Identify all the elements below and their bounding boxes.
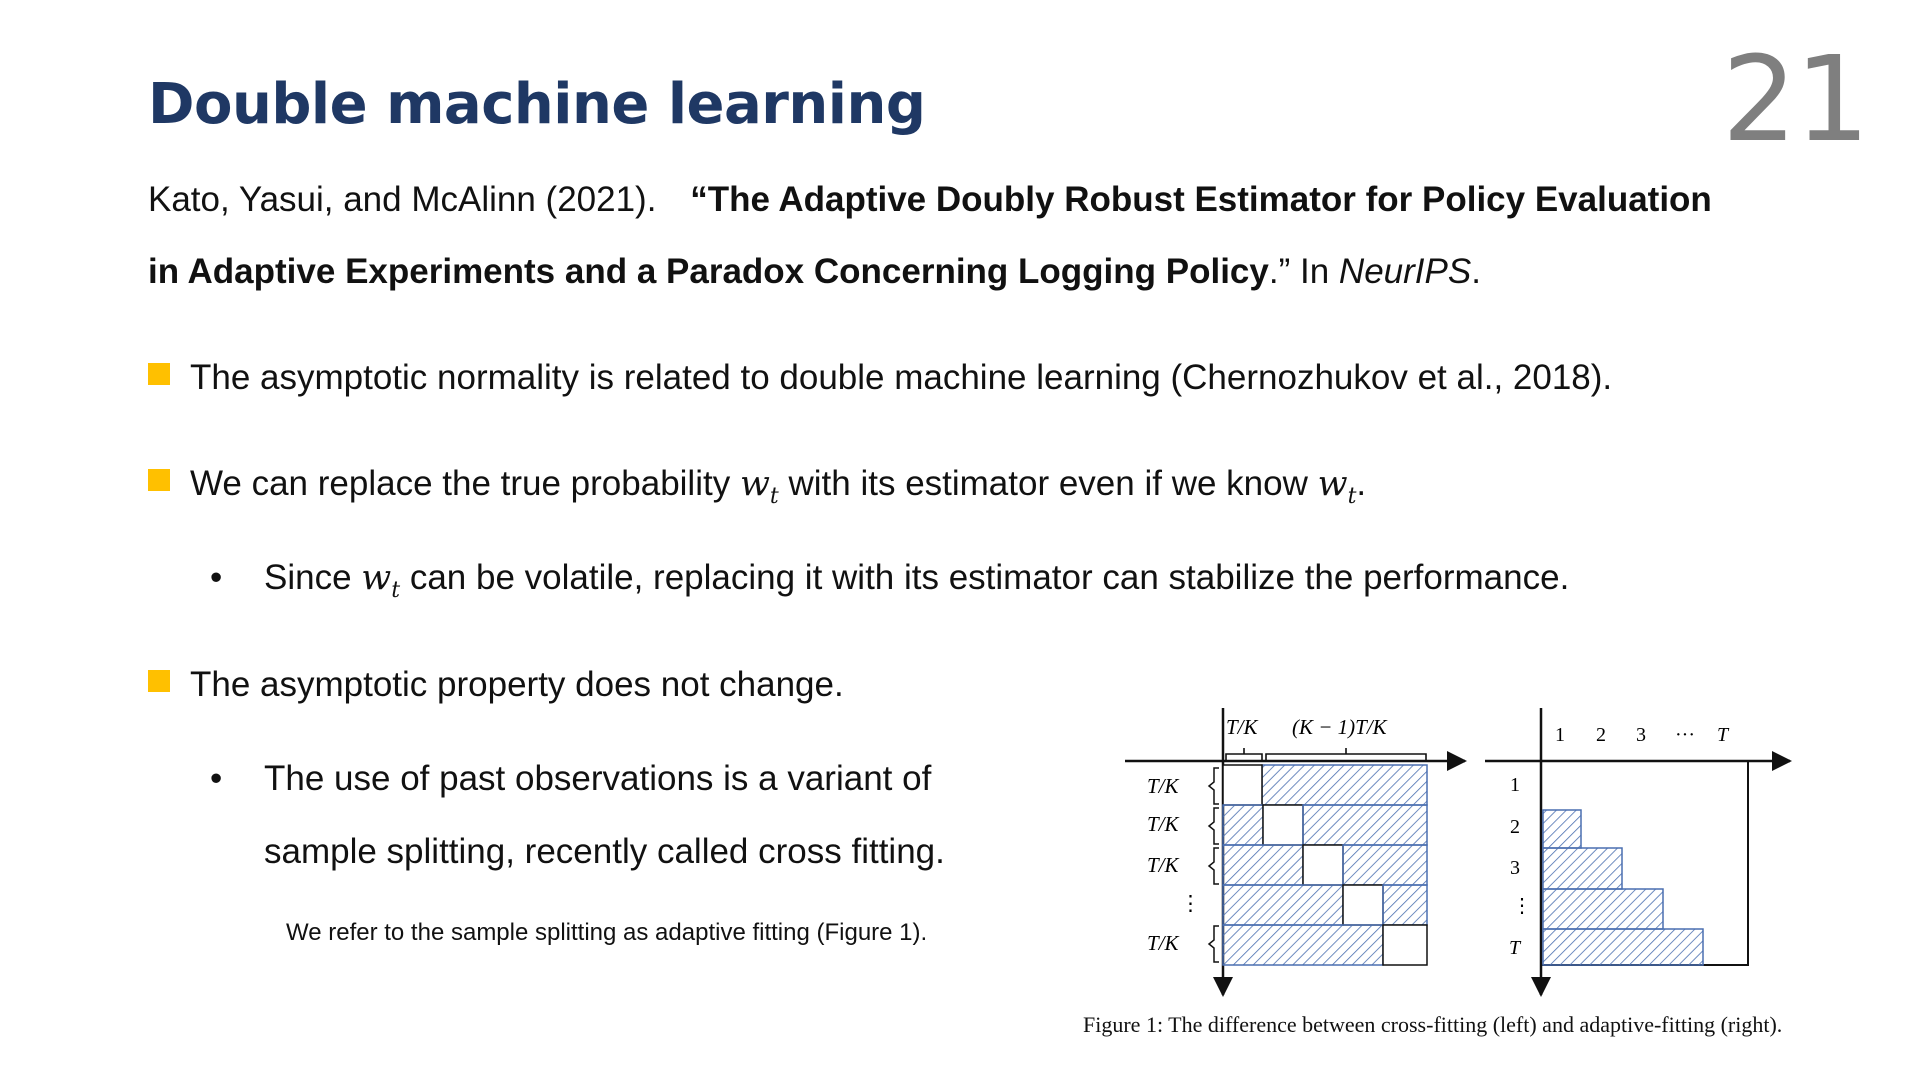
row-label: T/K xyxy=(1147,812,1179,836)
adaptive-fitting-diagram xyxy=(1485,708,1790,995)
reference-in: In xyxy=(1299,252,1330,291)
math-w-t: $w_t$ xyxy=(739,464,779,509)
figure-cross-vs-adaptive-fitting xyxy=(1100,700,1880,1040)
row-label: T/K xyxy=(1147,774,1179,798)
col-label: ··· xyxy=(1675,724,1695,746)
col-label: 3 xyxy=(1636,724,1646,746)
bullet-square-icon xyxy=(148,670,170,692)
bullet-text-end: . xyxy=(1356,464,1367,503)
col-label: T xyxy=(1717,724,1729,746)
math-w-t: $w_t$ xyxy=(1317,464,1357,509)
row-label: T/K xyxy=(1147,931,1179,955)
bullet-text: The asymptotic property does not change. xyxy=(190,665,844,704)
reference-authors: Kato, Yasui, and McAlinn (2021). xyxy=(148,180,657,219)
row-label: 1 xyxy=(1510,774,1520,796)
top-label-k-minus-1: (K − 1)T/K xyxy=(1292,715,1387,739)
row-label: T/K xyxy=(1147,853,1179,877)
bullet-text-part1: We can replace the true probability xyxy=(190,464,731,503)
reference-line-2 xyxy=(148,254,1481,289)
sub-bullet-dot-icon: • xyxy=(210,558,223,597)
cross-fitting-diagram xyxy=(1125,708,1465,995)
sub-bullet-text-part2: can be volatile, replacing it with its estimator can stabilize the performance. xyxy=(409,558,1570,597)
bullet-text-part2: with its estimator even if we know xyxy=(788,464,1308,503)
sub-bullet-text-line1: The use of past observations is a variant of xyxy=(264,759,932,798)
sub-bullet-past-observations xyxy=(210,761,931,796)
reference-close-quote: .” xyxy=(1268,252,1291,291)
reference-title-line2: in Adaptive Experiments and a Paradox Concerning Logging Policy xyxy=(148,252,1269,291)
row-label: T xyxy=(1509,937,1521,959)
row-label: ⋮ xyxy=(1180,891,1201,915)
reference-title-line1: The Adaptive Doubly Robust Estimator for Policy Evaluation xyxy=(707,180,1712,219)
figure-note: We refer to the sample splitting as adaptive fitting (Figure 1). xyxy=(286,919,928,946)
figure-caption: Figure 1: The difference between cross-fitting (left) and adaptive-fitting (right). xyxy=(1083,1012,1783,1037)
sub-bullet-text-part1: Since xyxy=(264,558,352,597)
sub-bullet-dot-icon: • xyxy=(210,759,223,798)
col-label: 1 xyxy=(1555,724,1565,746)
col-label: 2 xyxy=(1596,724,1606,746)
reference-line-1 xyxy=(148,182,1712,217)
row-label: 2 xyxy=(1510,816,1520,838)
top-label-tk: T/K xyxy=(1226,715,1258,739)
bullet-replace-probability xyxy=(148,466,1366,508)
bullet-asymptotic-property xyxy=(148,667,844,702)
reference-open-quote: “ xyxy=(690,180,708,219)
bullet-text: The asymptotic normality is related to double machine learning (Chernozhukov et al., 2018). xyxy=(190,358,1613,397)
bullet-square-icon xyxy=(148,469,170,491)
reference-end: . xyxy=(1471,252,1481,291)
row-label: ⋮ xyxy=(1512,895,1532,917)
sub-bullet-volatile xyxy=(210,560,1569,602)
slide-title: Double machine learning xyxy=(148,72,926,137)
bullet-square-icon xyxy=(148,363,170,385)
reference-venue: NeurIPS xyxy=(1338,252,1472,291)
sub-bullet-text-line2: sample splitting, recently called cross fitting. xyxy=(264,832,945,871)
math-w-t: $w_t$ xyxy=(361,558,401,603)
bullet-asymptotic-normality xyxy=(148,360,1612,395)
row-label: 3 xyxy=(1510,857,1520,879)
page-number: 21 xyxy=(1721,30,1868,168)
